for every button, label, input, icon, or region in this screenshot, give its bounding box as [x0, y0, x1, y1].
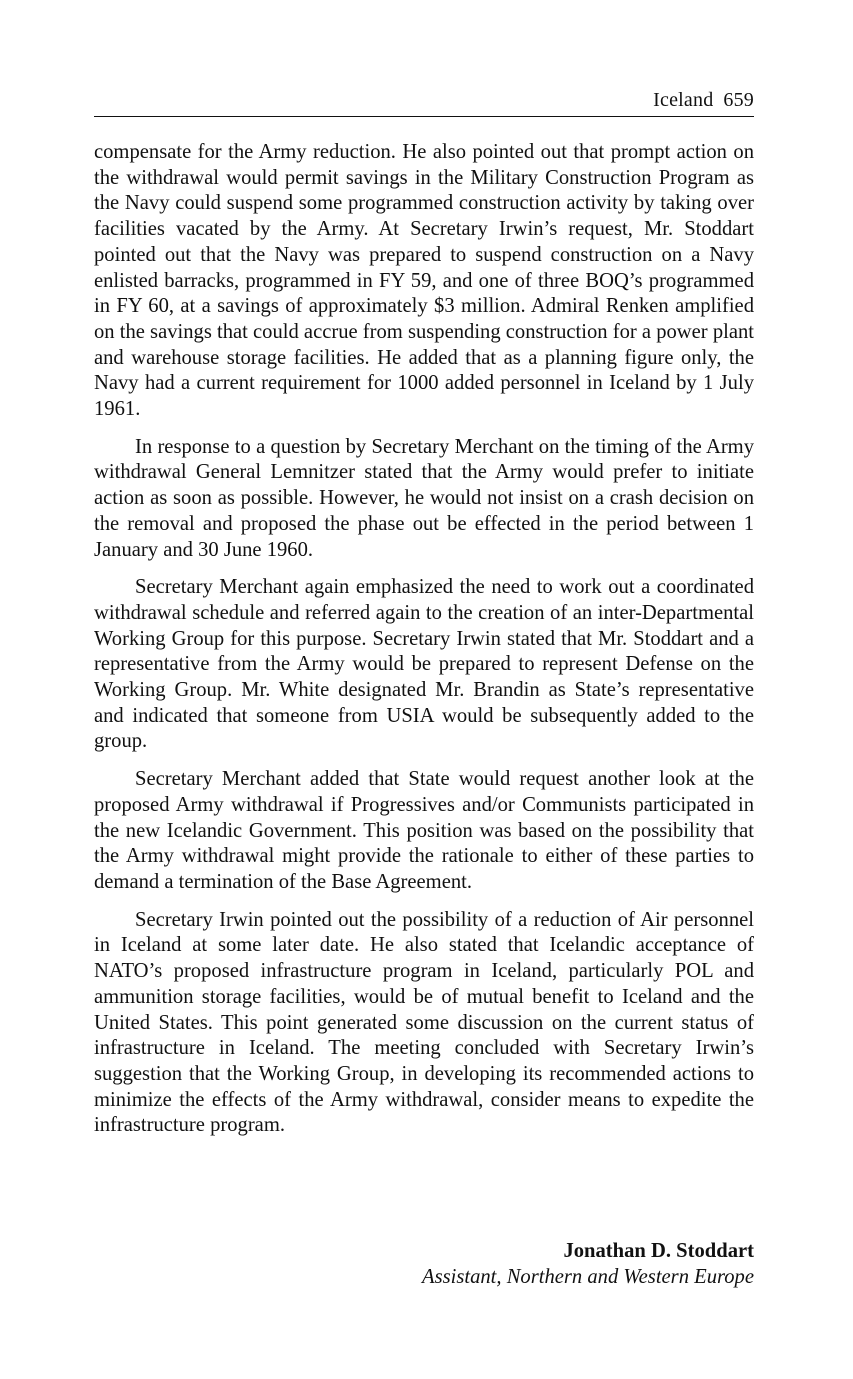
paragraph: Secretary Merchant added that State would request another look at the proposed Army withdrawal if Progressives and/or Communists participated in the new Icelandic Government. This position was based on the possibility that the Army withdrawal might provide the rationale to either of these parties to demand a termination of the Base Agreement. — [94, 768, 754, 893]
paragraph: Secretary Irwin pointed out the possibility of a reduction of Air personnel in Iceland at some later date. He also stated that Icelandic acceptance of NATO’s proposed infrastructure program in Iceland, particularly POL and ammunition storage facilities, would be of mutual benefit to Iceland and the United States. This point generated some discussion on the current status of infrastructure in Iceland. The meeting concluded with Secretary Irwin’s suggestion that the Working Group, in developing its recommended actions to minimize the effects of the Army withdrawal, consider means to expedite the infrastructure program. — [94, 908, 754, 1137]
section-title: Iceland — [653, 89, 714, 111]
document-body — [94, 140, 754, 1139]
signatory-name: Jonathan D. Stoddart — [563, 1240, 754, 1262]
paragraph-continued: compensate for the Army reduction. He also pointed out that prompt action on the withdrawal would permit savings in the Military Construction Program as the Navy could suspend some programmed construction activity by taking over facilities vacated by the Army. At Secretary Irwin’s request, Mr. Stoddart pointed out that the Navy was prepared to suspend construction on a Navy enlisted barracks, programmed in FY 59, and one of three BOQ’s programmed in FY 60, at a savings of approximately $3 million. Admiral Renken amplified on the savings that could accrue from suspending construction for a power plant and warehouse storage facilities. He added that as a planning figure only, the Navy had a current requirement for 1000 added personnel in Iceland by 1 July 1961. — [94, 141, 754, 421]
signature-block — [422, 1238, 754, 1290]
paragraph: In response to a question by Secretary Merchant on the timing of the Army withdrawal General Lemnitzer stated that the Army would prefer to initiate action as soon as possible. However, he would not insist on a crash decision on the removal and proposed the phase out be effected in the period between 1 January and 30 June 1960. — [94, 435, 754, 561]
page-number: 659 — [723, 89, 754, 111]
signatory-title: Assistant, Northern and Western Europe — [422, 1266, 754, 1288]
header-rule — [94, 116, 754, 117]
paragraph: Secretary Merchant again emphasized the need to work out a coordinated withdrawal schedule and referred again to the creation of an inter-Departmental Working Group for this purpose. Secretary Irwin stated that Mr. Stoddart and a representative from the Army would be prepared to represent Defense on the Working Group. Mr. White designated Mr. Brandin as State’s representative and indicated that someone from USIA would be subsequently added to the group. — [94, 576, 754, 753]
running-header — [653, 86, 754, 114]
